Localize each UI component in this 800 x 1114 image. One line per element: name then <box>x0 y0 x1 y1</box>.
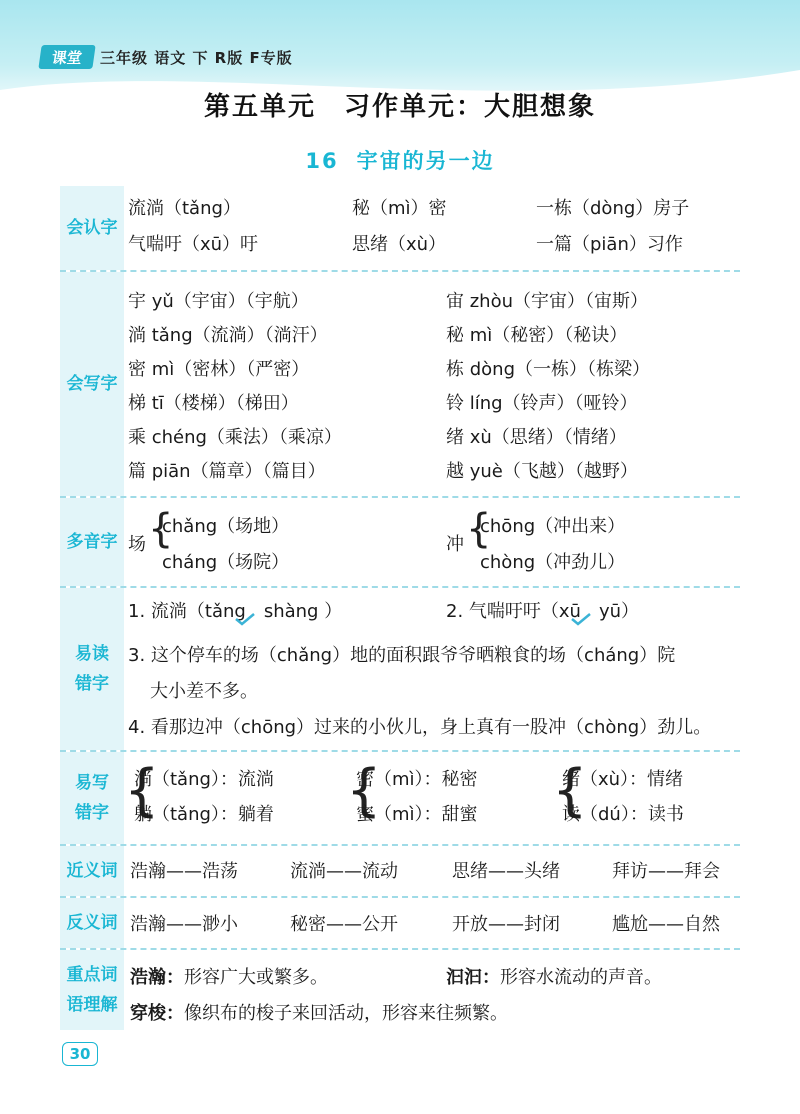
polyphone-reading: chòng（冲劲儿） <box>480 552 626 573</box>
checkmark-icon <box>234 612 256 626</box>
checkmark-icon <box>570 612 592 626</box>
section-divider <box>60 586 740 588</box>
key-term: 穿梭：像织布的梭子来回活动，形容来往频繁。 <box>130 1003 508 1024</box>
brace-icon: { <box>124 758 160 823</box>
section-divider <box>60 750 740 752</box>
misread-q3: 3. 这个停车的场（chǎng）地的面积跟爷爷晒粮食的场（cháng）院 <box>128 645 676 666</box>
antonym-pair: 开放——封闭 <box>452 914 560 935</box>
label-key-terms: 重点词 语理解 <box>66 965 118 1015</box>
recognize-item: 流淌（tǎng） <box>128 198 241 219</box>
recognize-item: 秘（mì）密 <box>352 198 447 219</box>
polyphone-char: 冲 <box>446 534 464 555</box>
synonym-pair: 思绪——头绪 <box>452 861 560 882</box>
misread-q3-cont: 大小差不多。 <box>150 681 258 702</box>
write-item: 越 yuè（飞越）（越野） <box>446 461 638 482</box>
write-item: 铃 líng（铃声）（哑铃） <box>446 393 638 414</box>
lesson-name: 宇宙的另一边 <box>356 149 495 173</box>
write-item: 宇 yǔ（宇宙）（宇航） <box>128 291 309 312</box>
misread-q4: 4. 看那边冲（chōng）过来的小伙儿，身上真有一股冲（chòng）劲儿。 <box>128 717 712 738</box>
miswrite-item: 密（mì）：秘密 <box>356 769 478 790</box>
antonym-pair: 浩瀚——渺小 <box>130 914 238 935</box>
brace-icon: { <box>346 758 382 823</box>
brace-icon: { <box>148 506 174 552</box>
synonym-pair: 拜访——拜会 <box>612 861 720 882</box>
recognize-item: 一栋（dòng）房子 <box>536 198 690 219</box>
label-write: 会写字 <box>66 374 118 394</box>
recognize-item: 一篇（piān）习作 <box>536 234 683 255</box>
section-divider <box>60 844 740 846</box>
label-antonym: 反义词 <box>66 913 118 933</box>
book-info: 三年级 语文 下 R版 F专版 <box>100 48 293 67</box>
miswrite-item: 读（dú）：读书 <box>562 804 684 825</box>
section-divider <box>60 948 740 950</box>
key-term: 汩汩：形容水流动的声音。 <box>446 967 662 988</box>
write-item: 密 mì（密林）（严密） <box>128 359 310 380</box>
polyphone-reading: cháng（场院） <box>162 552 290 573</box>
write-item: 宙 zhòu（宇宙）（宙斯） <box>446 291 648 312</box>
miswrite-item: 蜜（mì）：甜蜜 <box>356 804 478 825</box>
label-synonym: 近义词 <box>66 861 118 881</box>
polyphone-reading: chōng（冲出来） <box>480 516 626 537</box>
write-item: 栋 dòng（一栋）（栋梁） <box>446 359 650 380</box>
label-polyphone: 多音字 <box>66 532 118 552</box>
book-header <box>40 44 293 70</box>
lesson-number: 16 <box>305 149 339 173</box>
label-misread: 易读 错字 <box>75 644 109 694</box>
miswrite-item: 淌（tǎng）：流淌 <box>134 769 274 790</box>
polyphone-char: 场 <box>128 534 146 555</box>
antonym-pair: 尴尬——自然 <box>612 914 720 935</box>
antonym-pair: 秘密——公开 <box>290 914 398 935</box>
unit-title: 第五单元 习作单元：大胆想象 <box>203 92 596 122</box>
write-item: 梯 tī（楼梯）（梯田） <box>128 393 299 414</box>
miswrite-item: 绪（xù）：情绪 <box>562 769 684 790</box>
page-number: 30 <box>62 1042 98 1066</box>
lesson-title <box>0 145 800 175</box>
write-item: 淌 tǎng（流淌）（淌汗） <box>128 325 328 346</box>
write-item: 乘 chéng（乘法）（乘凉） <box>128 427 342 448</box>
synonym-pair: 流淌——流动 <box>290 861 398 882</box>
brace-icon: { <box>466 506 492 552</box>
key-term: 浩瀚：形容广大或繁多。 <box>130 967 328 988</box>
section-divider <box>60 496 740 498</box>
publisher-logo: 课堂 <box>38 45 95 69</box>
recognize-item: 气喘吁（xū）吁 <box>128 234 259 255</box>
misread-q1: 1. 流淌（tǎng shàng ） <box>128 601 343 622</box>
brace-icon: { <box>552 758 588 823</box>
label-recognize: 会认字 <box>66 218 118 238</box>
write-item: 篇 piān（篇章）（篇目） <box>128 461 326 482</box>
write-item: 秘 mì（秘密）（秘诀） <box>446 325 628 346</box>
label-miswrite: 易写 错字 <box>75 773 109 823</box>
section-divider <box>60 270 740 272</box>
polyphone-reading: chǎng（场地） <box>162 516 290 537</box>
misread-q2: 2. 气喘吁吁（xū yū） <box>446 601 640 622</box>
recognize-item: 思绪（xù） <box>352 234 447 255</box>
synonym-pair: 浩瀚——浩荡 <box>130 861 238 882</box>
miswrite-item: 躺（tǎng）：躺着 <box>134 804 274 825</box>
section-divider <box>60 896 740 898</box>
write-item: 绪 xù（思绪）（情绪） <box>446 427 627 448</box>
